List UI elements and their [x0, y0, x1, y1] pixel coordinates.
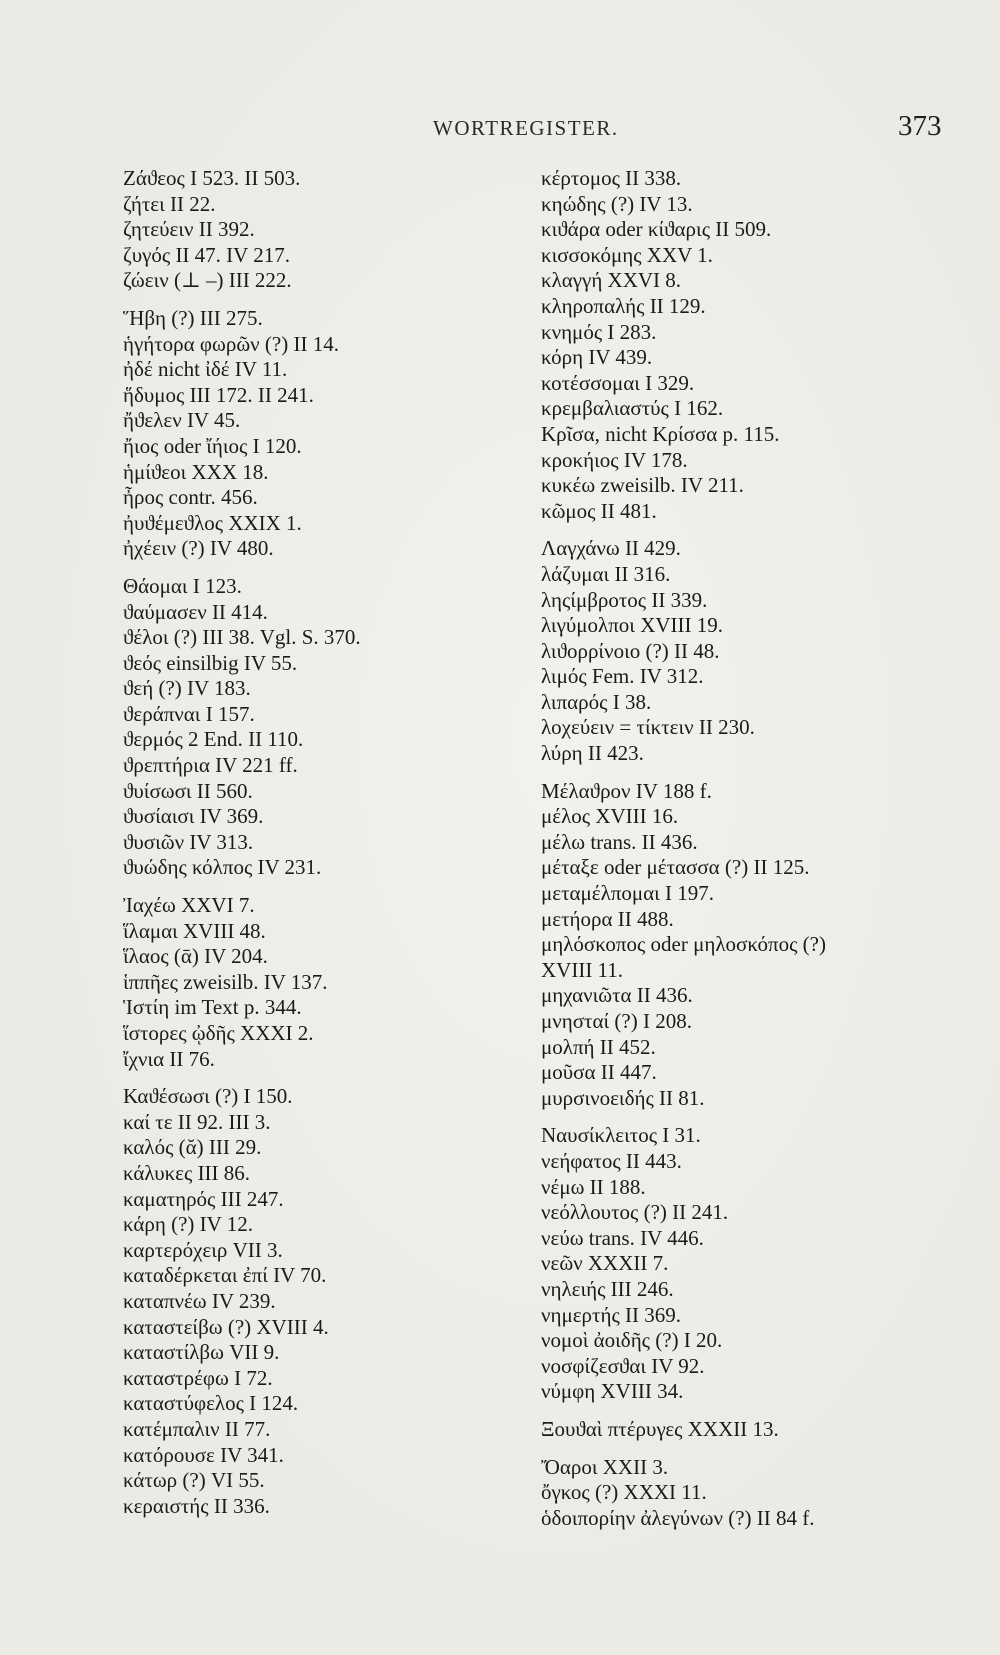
- index-entry: μετήορα II 488.: [541, 906, 674, 931]
- index-entry: ἠχέειν (?) IV 480.: [123, 536, 274, 561]
- index-entry: κισσοκόμης XXV 1.: [541, 242, 713, 267]
- left-index-column: [123, 166, 513, 1519]
- index-entry: νύμφη XVIII 34.: [541, 1379, 684, 1404]
- index-entry: νοσφίζεσϑαι IV 92.: [541, 1353, 705, 1378]
- index-entry: λύρη II 423.: [541, 741, 644, 766]
- index-entry: ὁδοιπορίην ἀλεγύνων (?) II 84 f.: [541, 1505, 815, 1530]
- index-entry: ϑυίσωσι II 560.: [123, 778, 253, 803]
- index-entry: μυρσινοειδής II 81.: [541, 1085, 705, 1110]
- index-entry: Θάομαι I 123.: [123, 573, 242, 598]
- index-entry: καταδέρκεται ἐπί IV 70.: [123, 1263, 327, 1288]
- index-entry: Ὄαροι XXII 3.: [541, 1454, 669, 1479]
- index-entry: ϑαύμασεν II 414.: [123, 599, 268, 624]
- index-entry: Κρῖσα, nicht Κρίσσα p. 115.: [541, 421, 780, 446]
- index-entry: ϑυώδης κόλπος IV 231.: [123, 855, 322, 880]
- index-entry: κρεμβαλιαστύς I 162.: [541, 396, 724, 421]
- index-entry: καταστείβω (?) XVIII 4.: [123, 1314, 329, 1339]
- index-entry: ἠδέ nicht ἰδέ IV 11.: [123, 357, 288, 382]
- index-entry: ἥδυμος III 172. II 241.: [123, 382, 314, 407]
- index-entry: ἤιος oder ἴήιος I 120.: [123, 433, 302, 458]
- index-entry: καλός (ᾰ) III 29.: [123, 1135, 262, 1160]
- index-entry: καταστίλβω VII 9.: [123, 1340, 280, 1365]
- index-entry: κάτωρ (?) VI 55.: [123, 1468, 265, 1493]
- index-entry: ϑεράπναι I 157.: [123, 701, 255, 726]
- index-entry: XVIII 11.: [541, 957, 624, 982]
- index-entry: μηχανιῶτα II 436.: [541, 983, 693, 1008]
- index-entry: κεραιστής II 336.: [123, 1493, 270, 1518]
- index-entry: κροκήιος IV 178.: [541, 447, 688, 472]
- index-entry: νεύω trans. IV 446.: [541, 1225, 704, 1250]
- index-entry: Ἰαχέω XXVI 7.: [123, 893, 255, 918]
- index-entry: μοῦσα II 447.: [541, 1060, 657, 1085]
- index-entry: ληςίμβροτος II 339.: [541, 587, 708, 612]
- index-entry: ἵστορες ᾠδῆς XXXI 2.: [123, 1021, 314, 1045]
- index-entry: λάζυμαι II 316.: [541, 561, 671, 586]
- index-entry: ἴχνια II 76.: [123, 1046, 215, 1071]
- index-entry: νεῶν XXXII 7.: [541, 1251, 669, 1276]
- section-gap: [123, 881, 513, 893]
- index-entry: καταστρέφω I 72.: [123, 1365, 273, 1390]
- index-entry: Λαγχάνω II 429.: [541, 536, 681, 561]
- index-entry: Ναυσίκλειτος I 31.: [541, 1123, 701, 1148]
- right-index-column: [541, 166, 961, 1531]
- section-gap: [123, 294, 513, 306]
- index-entry: καί τε II 92. III 3.: [123, 1109, 271, 1134]
- section-gap: [541, 1405, 961, 1417]
- index-entry: ἱππῆες zweisilb. IV 137.: [123, 969, 328, 994]
- index-entry: ζυγός II 47. IV 217.: [123, 242, 290, 267]
- index-entry: λιϑορρίνοιο (?) II 48.: [541, 638, 720, 663]
- index-entry: κάρη (?) IV 12.: [123, 1212, 253, 1237]
- index-entry: ϑυσιῶν IV 313.: [123, 829, 254, 854]
- index-entry: ϑερμός 2 End. II 110.: [123, 727, 304, 752]
- index-entry: ϑεή (?) IV 183.: [123, 676, 251, 701]
- index-entry: νομοὶ ἀοιδῆς (?) I 20.: [541, 1328, 723, 1353]
- section-gap: [541, 524, 961, 536]
- index-entry: Μέλαϑρον IV 188 f.: [541, 778, 712, 803]
- section-gap: [541, 767, 961, 779]
- index-entry: κόρη IV 439.: [541, 345, 653, 370]
- index-entry: ζώειν (⊥ –) III 222.: [123, 268, 292, 293]
- index-entry: ϑεός einsilbig IV 55.: [123, 650, 298, 675]
- index-entry: λιγύμολποι XVIII 19.: [541, 613, 724, 638]
- index-entry: κατόρουσε IV 341.: [123, 1442, 284, 1467]
- index-entry: ἤϑελεν IV 45.: [123, 408, 241, 433]
- index-entry: Ζάϑεος I 523. II 503.: [123, 166, 301, 190]
- index-entry: μέλος XVIII 16.: [541, 804, 679, 829]
- index-entry: κυκέω zweisilb. IV 211.: [541, 473, 744, 498]
- index-entry: ἡγήτορα φωρῶν (?) II 14.: [123, 331, 339, 356]
- index-entry: κάλυκες III 86.: [123, 1160, 251, 1185]
- index-entry: Καϑέσωσι (?) I 150.: [123, 1084, 293, 1109]
- index-entry: λιμός Fem. IV 312.: [541, 664, 704, 689]
- index-entry: καματηρός III 247.: [123, 1186, 284, 1211]
- index-entry: ὄγκος (?) XXXI 11.: [541, 1480, 707, 1505]
- index-entry: κέρτομος II 338.: [541, 166, 682, 190]
- index-entry: ζήτει II 22.: [123, 191, 216, 216]
- index-entry: νέμω II 188.: [541, 1174, 646, 1199]
- index-entry: νηλειής III 246.: [541, 1276, 674, 1301]
- index-entry: καταστύφελος I 124.: [123, 1391, 299, 1416]
- index-entry: μηλόσκοπος oder μηλοσκόπος (?): [541, 932, 826, 957]
- section-gap: [541, 1443, 961, 1455]
- index-entry: νημερτής II 369.: [541, 1302, 682, 1327]
- index-entry: ἵλαμαι XVIII 48.: [123, 918, 266, 943]
- index-entry: μεταμέλπομαι I 197.: [541, 881, 715, 906]
- index-entry: κληροπαλής II 129.: [541, 293, 706, 318]
- index-entry: κιϑάρα oder κίϑαρις II 509.: [541, 217, 772, 242]
- index-entry: Ξουϑαὶ πτέρυγες XXXII 13.: [541, 1416, 779, 1441]
- index-entry: κηώδης (?) IV 13.: [541, 191, 693, 216]
- index-entry: ϑυσίαισι IV 369.: [123, 804, 264, 829]
- index-entry: ϑρεπτήρια IV 221 ff.: [123, 753, 298, 778]
- page-header: [0, 112, 1000, 152]
- index-entry: κλαγγή XXVI 8.: [541, 268, 682, 293]
- section-gap: [123, 1072, 513, 1084]
- index-entry: κατέμπαλιν II 77.: [123, 1416, 271, 1441]
- index-entry: ἠυϑέμεϑλος XXIX 1.: [123, 510, 302, 535]
- index-entry: Ἱστίη im Text p. 344.: [123, 995, 302, 1020]
- index-entry: μνησταί (?) I 208.: [541, 1009, 692, 1033]
- index-entry: μέλω trans. II 436.: [541, 829, 698, 854]
- index-entry: λιπαρός I 38.: [541, 689, 652, 714]
- index-entry: λοχεύειν = τίκτειν II 230.: [541, 715, 755, 740]
- index-entry: μέταξε oder μέτασσα (?) II 125.: [541, 855, 810, 880]
- section-gap: [123, 562, 513, 574]
- index-entry: ἡμίϑεοι XXX 18.: [123, 459, 269, 484]
- index-entry: ἵλαος (ᾱ) IV 204.: [123, 944, 268, 969]
- index-entry: ϑέλοι (?) III 38. Vgl. S. 370.: [123, 625, 361, 650]
- index-entry: καρτερόχειρ VII 3.: [123, 1237, 283, 1262]
- index-entry: κῶμος II 481.: [541, 498, 657, 523]
- index-entry: Ἥβη (?) III 275.: [123, 305, 263, 330]
- index-entry: ζητεύειν II 392.: [123, 217, 255, 242]
- index-entry: κοτέσσομαι I 329.: [541, 370, 695, 395]
- index-entry: νεήφατος II 443.: [541, 1148, 682, 1173]
- index-entry: κνημός I 283.: [541, 319, 657, 344]
- index-entry: μολπή II 452.: [541, 1034, 656, 1059]
- section-gap: [541, 1111, 961, 1123]
- index-entry: ἦρος contr. 456.: [123, 485, 258, 510]
- running-title: WORTREGISTER.: [433, 116, 619, 140]
- index-entry: νεόλλουτος (?) II 241.: [541, 1200, 729, 1225]
- index-entry: καταπνέω IV 239.: [123, 1288, 276, 1313]
- page-number: 373: [898, 110, 942, 142]
